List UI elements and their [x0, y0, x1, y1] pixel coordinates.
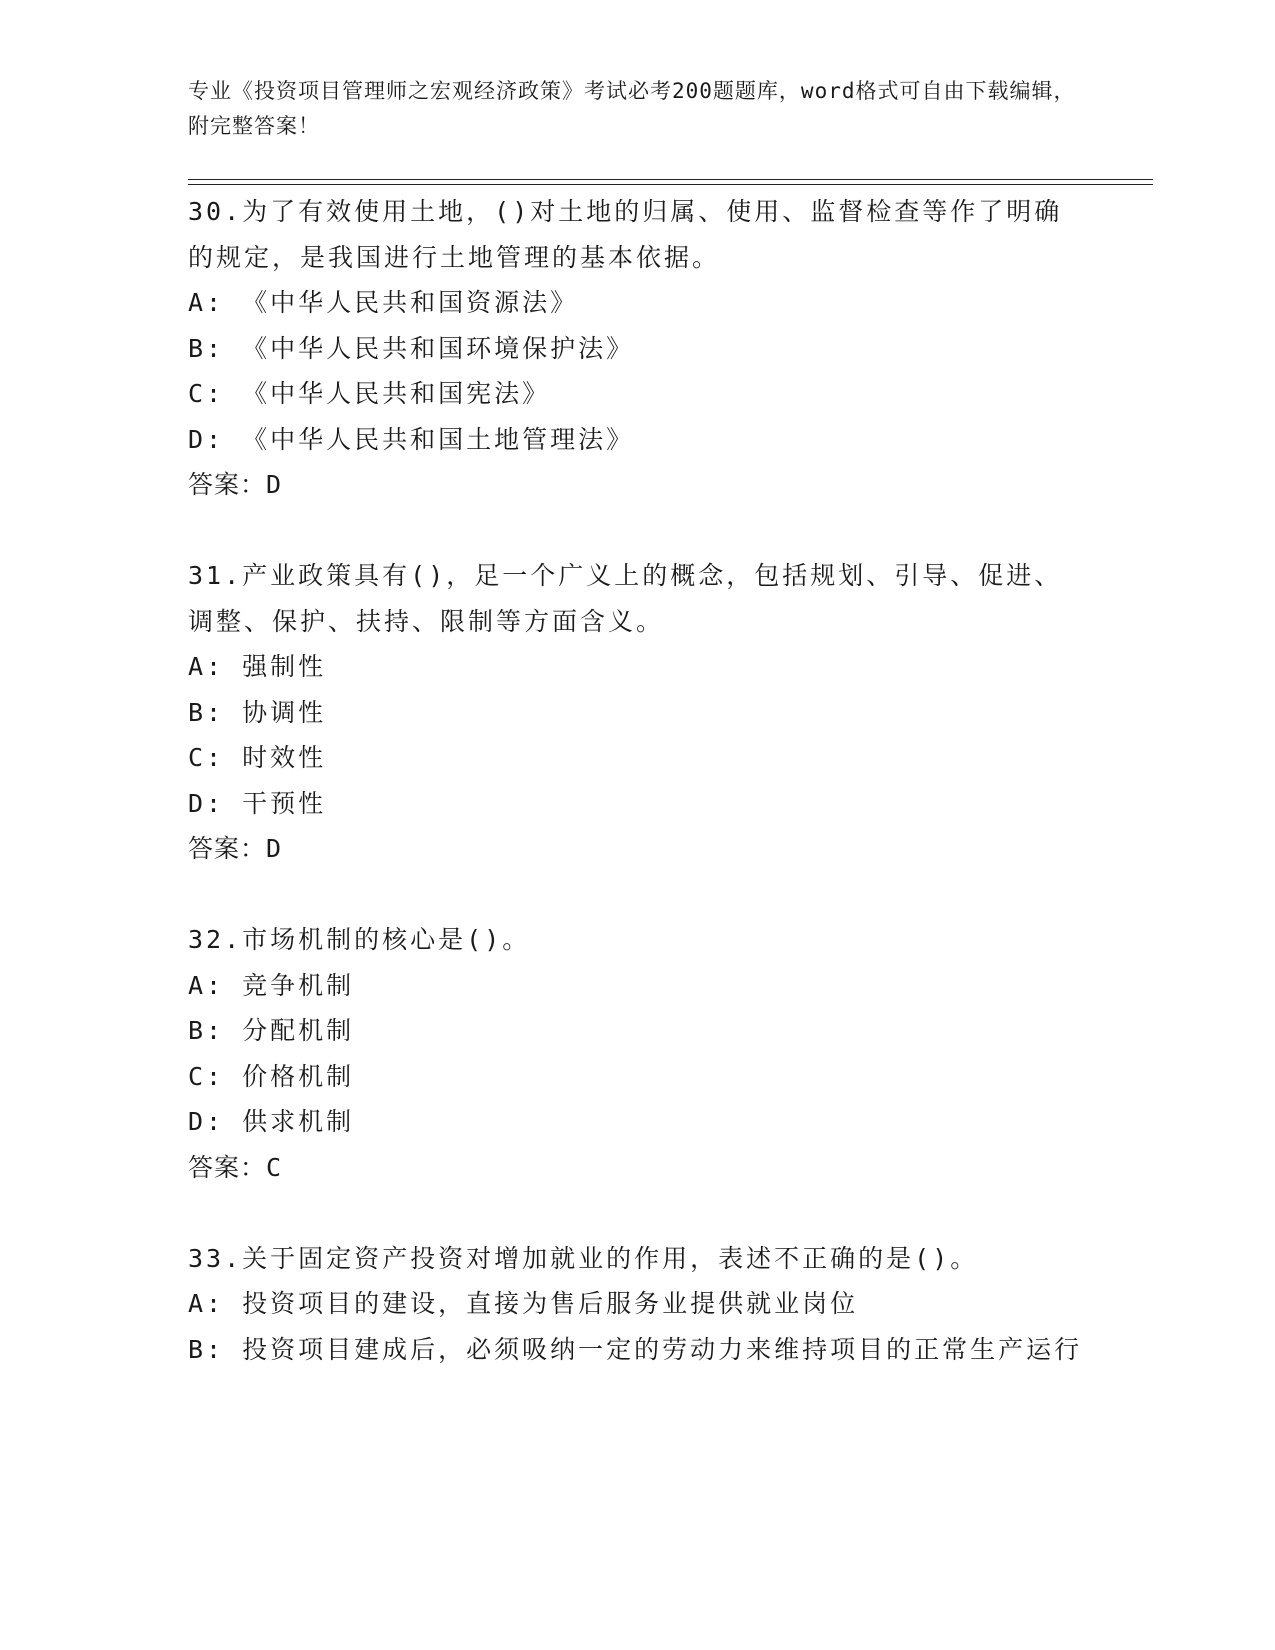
option-c: C: 《中华人民共和国宪法》 [188, 379, 551, 408]
option-d: D: 供求机制 [188, 1107, 355, 1136]
question-33 [188, 1236, 1088, 1373]
option-c: C: 时效性 [188, 743, 327, 772]
question-stem: 30.为了有效使用土地，()对土地的归属、使用、监督检查等作了明确的规定，是我国进行土地管理的基本依据。 [188, 197, 1063, 272]
question-stem: 32.市场机制的核心是()。 [188, 925, 531, 954]
header-divider-top [188, 179, 1153, 180]
option-b: B: 《中华人民共和国环境保护法》 [188, 333, 635, 363]
header-divider-bottom [188, 184, 1153, 185]
answer-line: 答案：C [188, 1152, 283, 1182]
option-c: C: 价格机制 [188, 1061, 355, 1091]
option-a: A: 《中华人民共和国资源法》 [188, 288, 579, 317]
answer-line: 答案：D [188, 834, 283, 863]
option-b: B: 投资项目建成后，必须吸纳一定的劳动力来维持项目的正常生产运行 [188, 1334, 1083, 1364]
option-d: D: 《中华人民共和国土地管理法》 [188, 424, 635, 454]
answer-line: 答案：D [188, 470, 283, 499]
option-a: A: 投资项目的建设，直接为售后服务业提供就业岗位 [188, 1289, 859, 1318]
question-32 [188, 917, 1088, 1190]
option-a: A: 竞争机制 [188, 970, 355, 1000]
option-b: B: 分配机制 [188, 1016, 355, 1045]
header-intro-text: 专业《投资项目管理师之宏观经济政策》考试必考200题题库，word格式可自由下载编辑，附完整答案！ [188, 79, 1076, 138]
document-header [188, 74, 1088, 144]
question-list [188, 189, 1088, 1418]
question-stem: 31.产业政策具有()，足一个广义上的概念，包括规划、引导、促进、调整、保护、扶持、限制等方面含义。 [188, 561, 1063, 636]
question-30 [188, 189, 1088, 508]
option-b: B: 协调性 [188, 697, 327, 727]
option-d: D: 干预性 [188, 788, 327, 818]
question-31 [188, 553, 1088, 872]
question-stem: 33.关于固定资产投资对增加就业的作用，表述不正确的是()。 [188, 1243, 979, 1273]
option-a: A: 强制性 [188, 652, 327, 681]
